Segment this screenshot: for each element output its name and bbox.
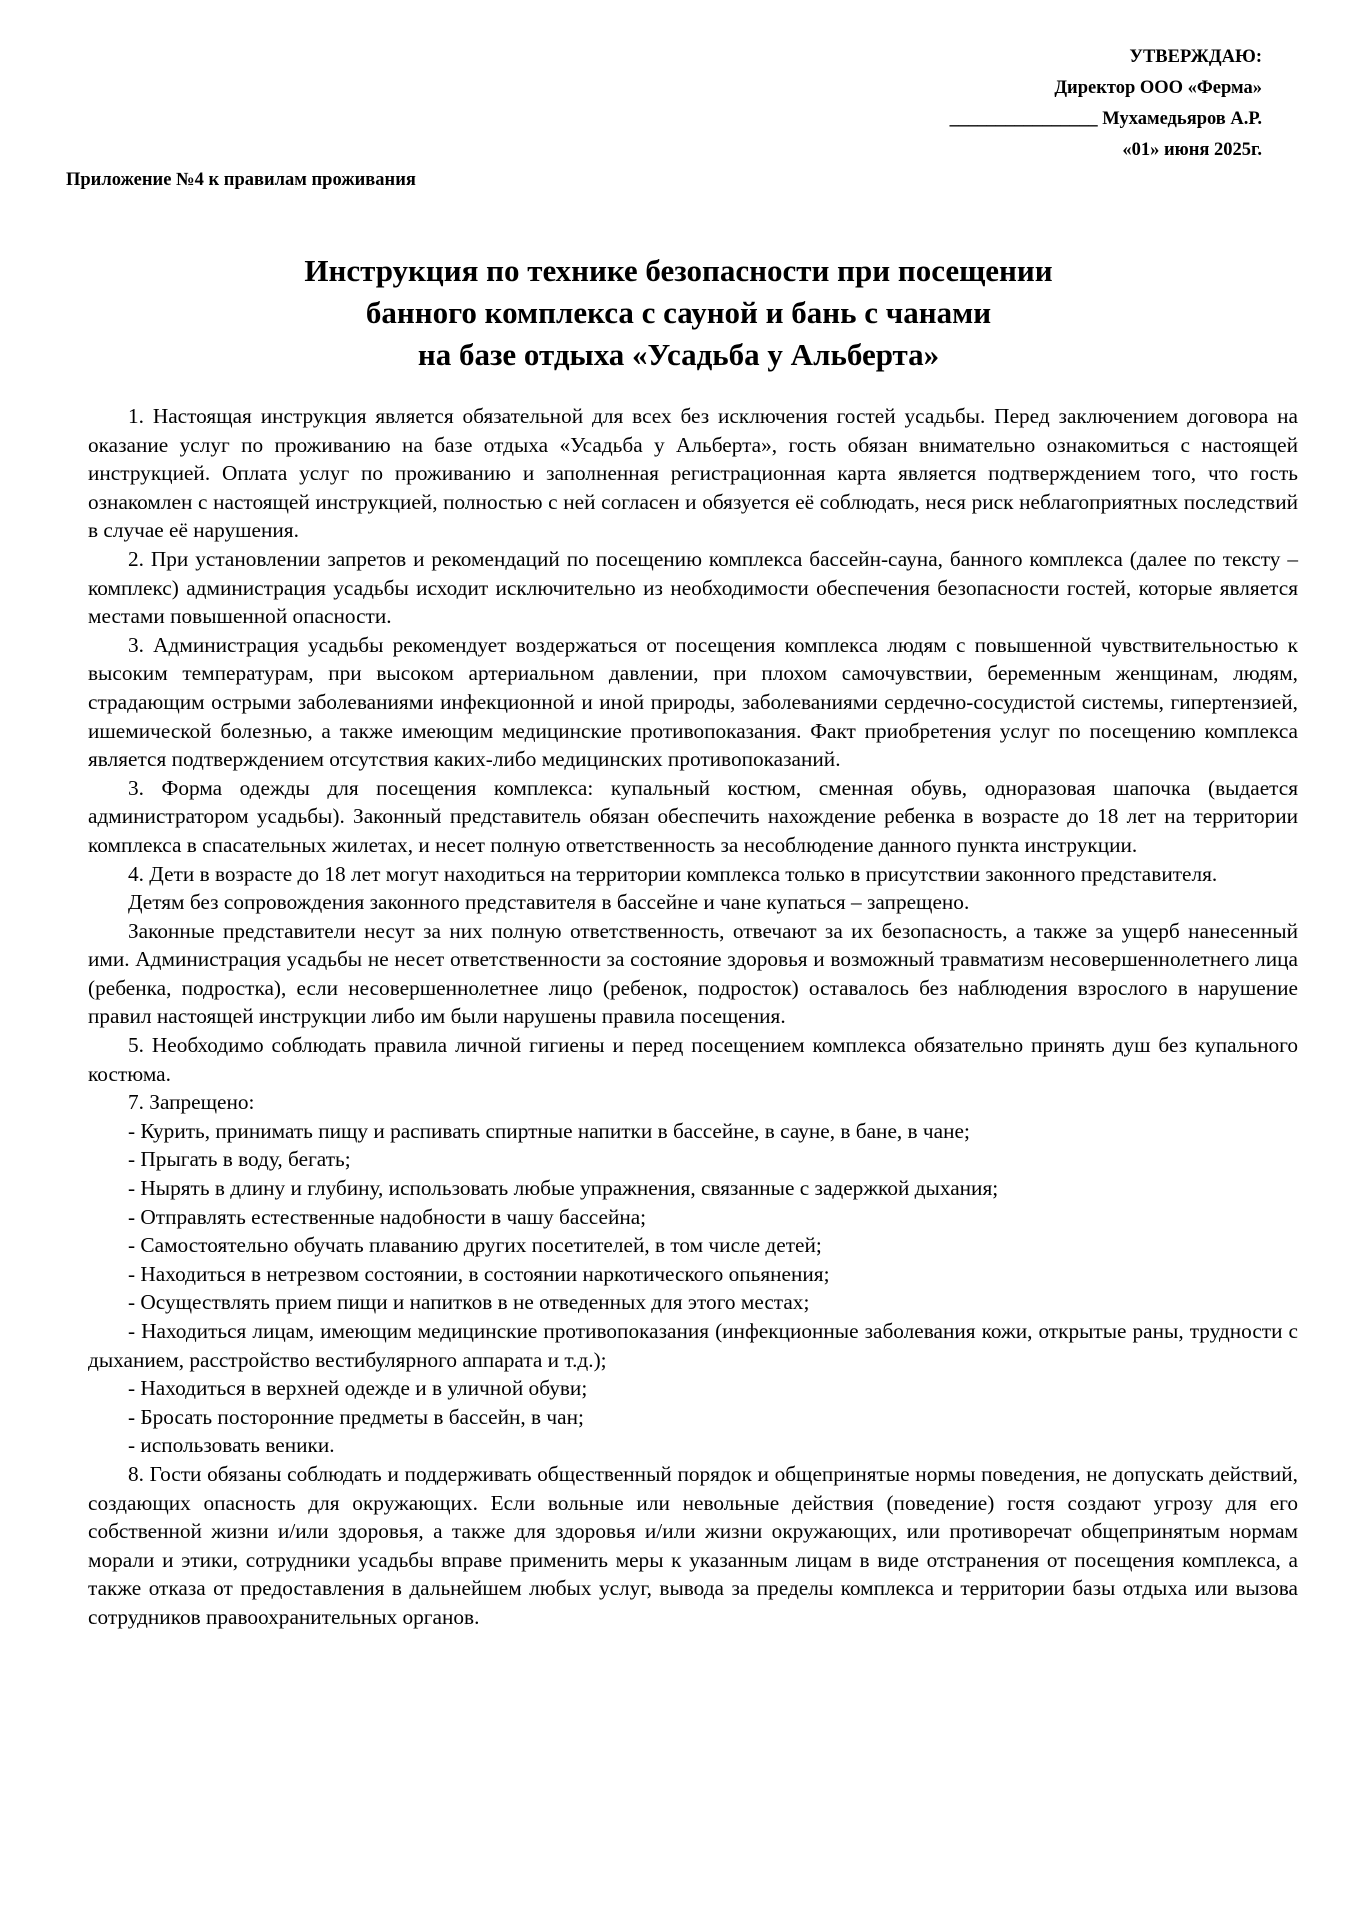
- title-line-3: на базе отдыха «Усадьба у Альберта»: [417, 337, 940, 372]
- approval-date: «01» июня 2025г.: [1122, 140, 1262, 160]
- approval-heading: УТВЕРЖДАЮ:: [1129, 47, 1262, 67]
- paragraph-2: 2. При установлении запретов и рекомендаций по посещению комплекса бассейн-сауна, банного комплекса (далее по тексту – комплекс) администрация усадьбы исходит исключительно из необходимости обеспечения безопасности гостей, которые является местами повышенной опасности.: [88, 546, 1298, 629]
- prohibited-item: - Бросать посторонние предметы в бассейн, в чан;: [128, 1404, 584, 1429]
- prohibited-item: - Осуществлять прием пищи и напитков в не отведенных для этого местах;: [128, 1290, 810, 1315]
- prohibited-item: - Прыгать в воду, бегать;: [128, 1147, 351, 1172]
- paragraph-7-heading: 7. Запрещено:: [128, 1090, 255, 1115]
- prohibited-item: - Отправлять естественные надобности в чашу бассейна;: [128, 1204, 647, 1229]
- prohibited-item: - Находиться в нетрезвом состоянии, в состоянии наркотического опьянения;: [128, 1261, 830, 1286]
- paragraph-1: 1. Настоящая инструкция является обязательной для всех без исключения гостей усадьбы. Перед заключением договора на оказание услуг по проживанию на базе отдыха «Усадьба у Альберта», гость обязан внимательно ознакомиться с настоящей инструкцией. Оплата услуг по проживанию и заполненная регистрационная карта является подтверждением того, что гость ознакомлен с настоящей инструкцией, полностью с ней согласен и обязуется её соблюдать, неся риск неблагоприятных последствий в случае её нарушения.: [88, 404, 1298, 543]
- document-title: [0, 250, 1357, 376]
- approval-signature: ________________ Мухамедьяров А.Р.: [949, 109, 1262, 129]
- paragraph-4: 4. Дети в возрасте до 18 лет могут находиться на территории комплекса только в присутствии законного представителя.: [128, 861, 1218, 886]
- title-line-2: банного комплекса с сауной и бань с чанами: [365, 295, 992, 330]
- title-line-1: Инструкция по технике безопасности при посещении: [304, 253, 1053, 288]
- appendix-label: Приложение №4 к правилам проживания: [66, 170, 416, 190]
- paragraph-3b: 3. Форма одежды для посещения комплекса: купальный костюм, сменная обувь, одноразовая шапочка (выдается администратором усадьбы). Законный представитель обязан обеспечить нахождение ребенка в возрасте до 18 лет на территории комплекса в спасательных жилетах, и несет полную ответственность за несоблюдение данного пункта инструкции.: [88, 775, 1298, 857]
- prohibited-item: - Находиться лицам, имеющим медицинские противопоказания (инфекционные заболевания кожи, открытые раны, трудности с дыханием, расстройство вестибулярного аппарата и т.д.);: [88, 1319, 1298, 1372]
- paragraph-4b: Детям без сопровождения законного представителя в бассейне и чане купаться – запрещено.: [128, 890, 970, 915]
- paragraph-5: 5. Необходимо соблюдать правила личной гигиены и перед посещением комплекса обязательно принять душ без купального костюма.: [88, 1033, 1298, 1086]
- approval-block: [950, 42, 1262, 166]
- paragraph-3: 3. Администрация усадьбы рекомендует воздержаться от посещения комплекса людям с повышенной чувствительностью к высоким температурам, при высоком артериальном давлении, при плохом самочувствии, беременным женщинам, людям, страдающим острыми заболеваниями инфекционной и иной природы, заболеваниями сердечно-сосудистой системы, гипертензией, ишемической болезнью, а также имеющим медицинские противопоказания. Факт приобретения услуг по посещению комплекса является подтверждением отсутствия каких-либо медицинских противопоказаний.: [88, 632, 1298, 772]
- document-body: [88, 402, 1298, 1632]
- paragraph-4c: Законные представители несут за них полную ответственность, отвечают за их безопасность, а также за ущерб нанесенный ими. Администрация усадьбы не несет ответственности за состояние здоровья и возможный травматизм несовершеннолетнего лица (ребенка, подростка), если несовершеннолетнее лицо (ребенок, подросток) оставалось без наблюдения взрослого в нарушение правил настоящей инструкции либо им были нарушены правила посещения.: [88, 918, 1298, 1029]
- prohibited-item: - Нырять в длину и глубину, использовать любые упражнения, связанные с задержкой дыхания;: [128, 1176, 999, 1201]
- paragraph-8: 8. Гости обязаны соблюдать и поддерживать общественный порядок и общепринятые нормы поведения, не допускать действий, создающих опасность для окружающих. Если вольные или невольные действия (поведение) гостя создают угрозу для его собственной жизни и/или здоровья, а также для здоровья и/или жизни окружающих, или противоречат общепринятым нормам морали и этики, сотрудники усадьбы вправе применить меры к указанным лицам в виде отстранения от посещения комплекса, а также отказа от предоставления в дальнейшем любых услуг, вывода за пределы комплекса и территории базы отдыха или вызова сотрудников правоохранительных органов.: [88, 1461, 1298, 1629]
- prohibited-item: - Курить, принимать пищу и распивать спиртные напитки в бассейне, в сауне, в бане, в чане;: [128, 1118, 970, 1143]
- prohibited-item: - Самостоятельно обучать плаванию других посетителей, в том числе детей;: [128, 1233, 822, 1258]
- prohibited-item: - Находиться в верхней одежде и в уличной обуви;: [128, 1376, 588, 1401]
- prohibited-item: - использовать веники.: [128, 1433, 335, 1458]
- approval-position: Директор ООО «Ферма»: [1054, 78, 1262, 98]
